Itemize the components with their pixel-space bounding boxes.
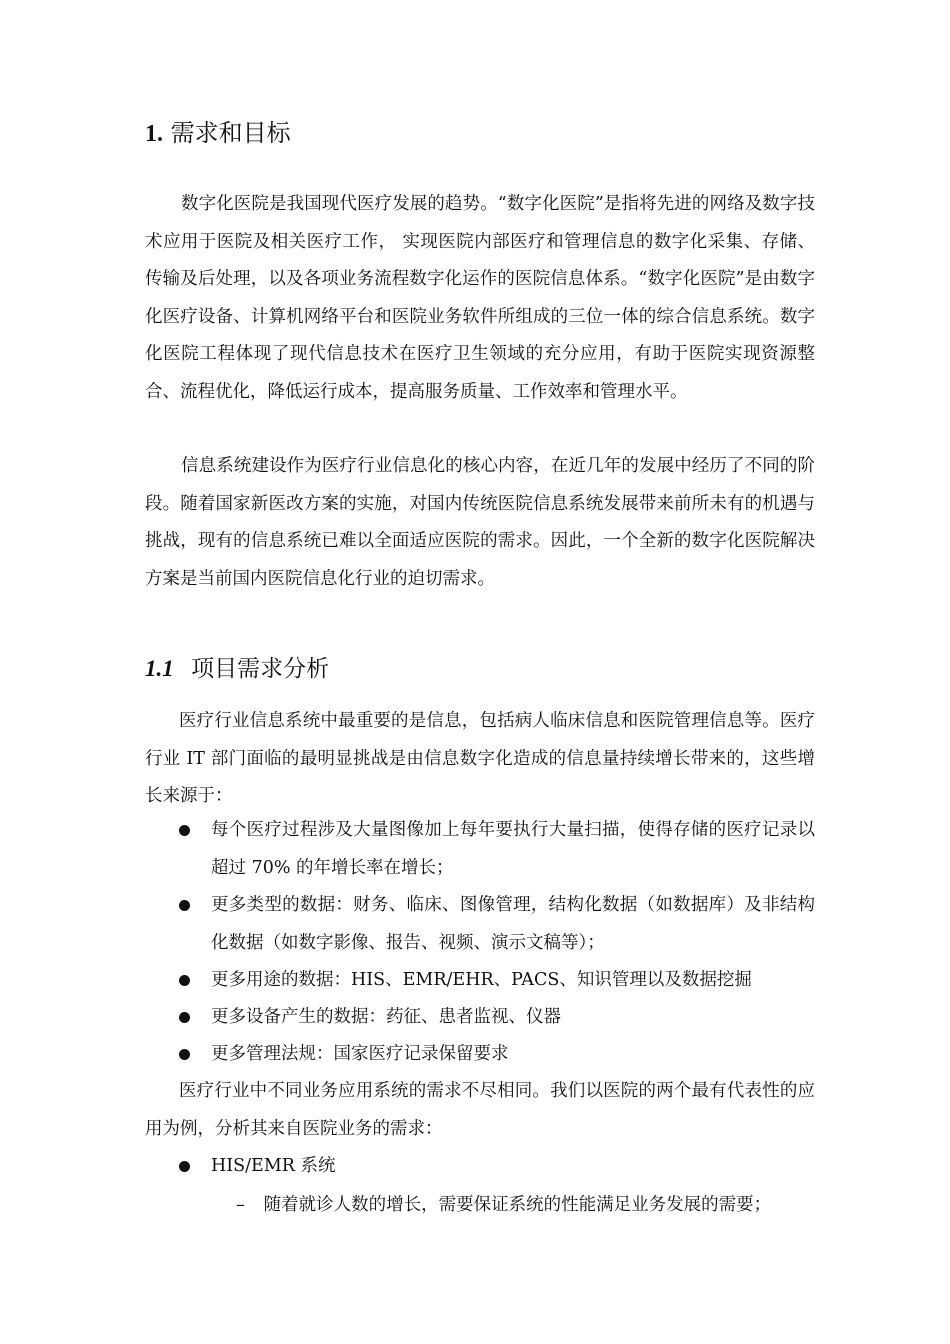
list-item: 更多设备产生的数据：药征、患者监视、仪器 xyxy=(145,999,815,1037)
subsection-number: 1.1 xyxy=(145,656,174,681)
bullet-icon xyxy=(179,825,190,836)
list-item: HIS/EMR 系统 xyxy=(145,1148,815,1186)
bullet-icon xyxy=(179,1161,190,1172)
sub-list-item xyxy=(236,1187,836,1225)
paragraph-background: 信息系统建设作为医疗行业信息化的核心内容，在近几年的发展中经历了不同的阶段。随着国家新医改方案的实施，对国内传统医院信息系统发展带来前所未有的机遇与挑战，现有的信息系统已难以全面适应医院的需求。因此，一个全新的数字化医院解决方案是当前国内医院信息化行业的迫切需求。 xyxy=(145,456,815,589)
paragraph-requirements: 医疗行业中不同业务应用系统的需求不尽相同。我们以医院的两个最有代表性的应用为例，分析其来自医院业务的需求： xyxy=(145,1081,815,1139)
subsection-heading xyxy=(145,652,329,686)
section-heading xyxy=(145,116,291,151)
bullet-icon xyxy=(179,1012,190,1023)
paragraph-intro: 数字化医院是我国现代医疗发展的趋势。“数字化医院”是指将先进的网络及数字技术应用于医院及相关医疗工作， 实现医院内部医疗和管理信息的数字化采集、存储、传输及后处理，以及各项业务流程数字化运作的医院信息体系。“数字化医院”是由数字化医疗设备、计算机网络平台和医院业务软件所组成的三位一体的综合信息系统。数字化医院工程体现了现代信息技术在医疗卫生领域的充分应用，有助于医院实现资源整合、流程优化，降低运行成本，提高服务质量、工作效率和管理水平。 xyxy=(145,194,815,402)
paragraph-analysis: 医疗行业信息系统中最重要的是信息，包括病人临床信息和医院管理信息等。医疗行业 IT 部门面临的最明显挑战是由信息数字化造成的信息量持续增长带来的，这些增长来源于： xyxy=(145,711,815,806)
section-number: 1. xyxy=(145,121,163,147)
bullet-icon xyxy=(179,900,190,911)
section-title: 需求和目标 xyxy=(170,119,291,147)
bullet-icon xyxy=(179,1049,190,1060)
list-item: 更多用途的数据：HIS、EMR/EHR、PACS、知识管理以及数据挖掘 xyxy=(145,962,815,1000)
bullet-icon xyxy=(179,975,190,986)
list-item: 每个医疗过程涉及大量图像加上每年要执行大量扫描，使得存储的医疗记录以超过 70% 的年增长率在增长； xyxy=(145,812,815,887)
list-item: 更多类型的数据：财务、临床、图像管理，结构化数据（如数据库）及非结构化数据（如数字影像、报告、视频、演示文稿等）； xyxy=(145,887,815,962)
sub-list-text: 随着就诊人数的增长，需要保证系统的性能满足业务发展的需要； xyxy=(263,1195,772,1215)
subsection-title: 项目需求分析 xyxy=(191,656,330,682)
list-item: 更多管理法规：国家医疗记录保留要求 xyxy=(145,1036,815,1074)
dash-marker: – xyxy=(236,1195,245,1215)
